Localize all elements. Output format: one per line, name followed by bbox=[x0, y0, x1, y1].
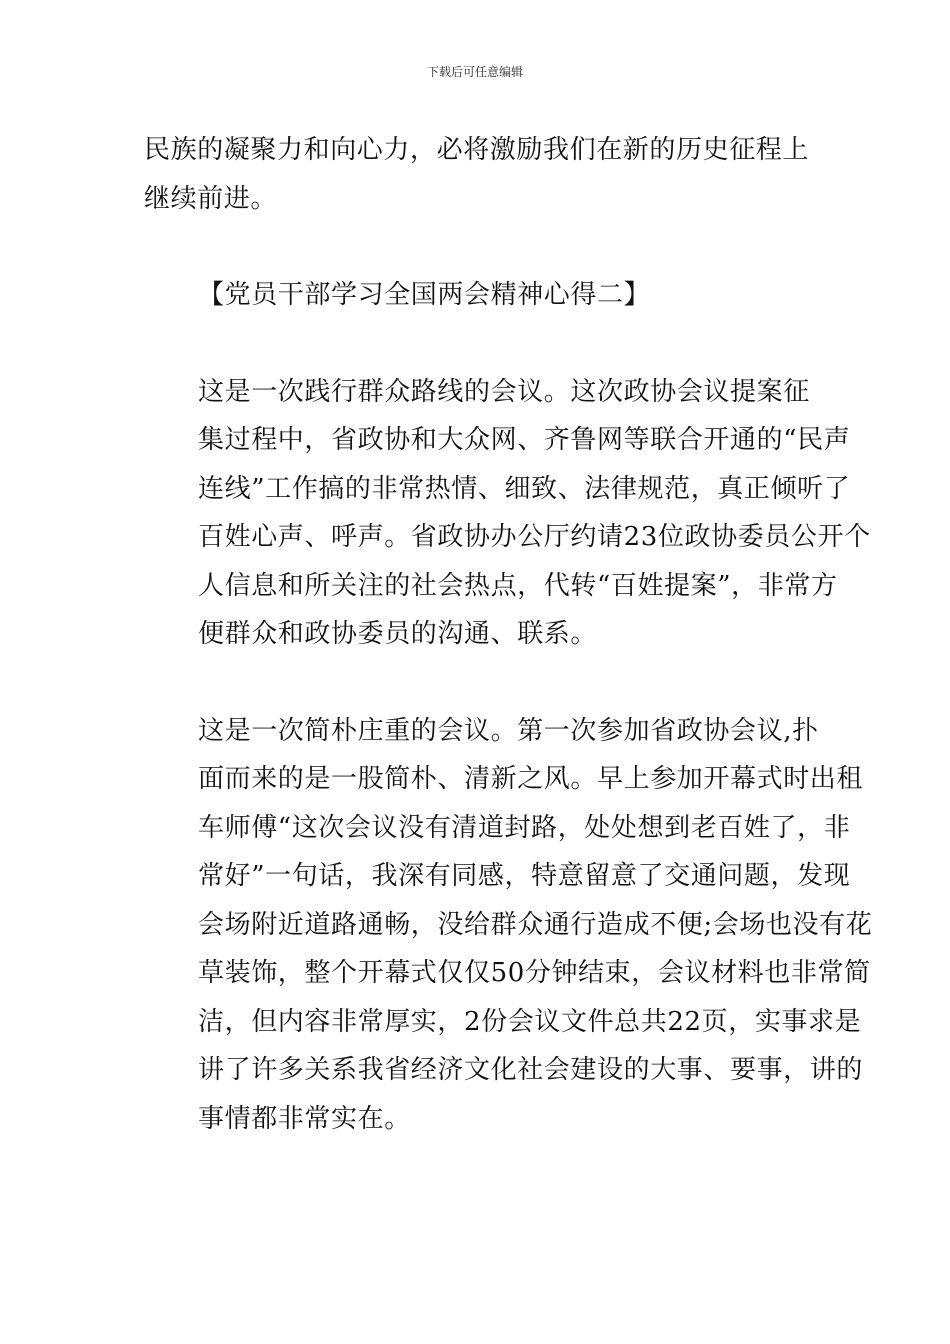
text-line: 民族的凝聚力和向心力，必将激励我们在新的历史征程上 bbox=[144, 135, 810, 165]
paragraph-gap bbox=[144, 320, 810, 368]
text-line: 便群众和政协委员的沟通、联系。 bbox=[198, 619, 598, 649]
text-line: 洁，但内容非常厚实，2份会议文件总共22页，实事求是 bbox=[198, 1006, 862, 1037]
text-line: 草装饰，整个开幕式仅仅50分钟结束，会议材料也非常简 bbox=[198, 958, 871, 988]
text-line: 百姓心声、呼声。省政协办公厅约请23位政协委员公开个 bbox=[198, 522, 871, 552]
text-line: 事情都非常实在。 bbox=[198, 1103, 411, 1134]
paragraph-continuation bbox=[144, 126, 810, 223]
paragraph-mass-line bbox=[144, 368, 871, 659]
header-text: 下载后可任意编辑 bbox=[426, 65, 523, 79]
text-line: 面而来的是一股简朴、清新之风。早上参加开幕式时出租 bbox=[198, 764, 864, 794]
section-heading bbox=[144, 271, 810, 320]
text-line: 会场附近道路通畅，没给群众通行造成不便;会场也没有花 bbox=[198, 909, 873, 940]
text-line: 连线”工作搞的非常热情、细致、法律规范，真正倾听了 bbox=[198, 473, 851, 504]
paragraph-gap bbox=[144, 223, 810, 271]
text-line: 这是一次践行群众路线的会议。这次政协会议提案征 bbox=[198, 376, 810, 407]
page-header bbox=[0, 64, 950, 80]
text-line: 人信息和所关注的社会热点，代转“百姓提案”，非常方 bbox=[198, 570, 838, 601]
text-line: 集过程中，省政协和大众网、齐鲁网等联合开通的“民声 bbox=[198, 425, 851, 455]
text-line: 这是一次简朴庄重的会议。第一次参加省政协会议,扑 bbox=[198, 715, 819, 746]
paragraph-gap bbox=[144, 659, 810, 707]
text-line: 讲了许多关系我省经济文化社会建设的大事、要事，讲的 bbox=[198, 1055, 864, 1085]
heading-text: 【党员干部学习全国两会精神心得二】 bbox=[198, 280, 651, 310]
text-line: 车师傅“这次会议没有清道封路，处处想到老百姓了，非 bbox=[198, 812, 851, 843]
text-line: 继续前进。 bbox=[144, 183, 278, 214]
paragraph-simple-meeting bbox=[144, 707, 873, 1144]
document-body bbox=[144, 126, 873, 1143]
text-line: 常好”一句话，我深有同感，特意留意了交通问题，发现 bbox=[198, 861, 851, 891]
